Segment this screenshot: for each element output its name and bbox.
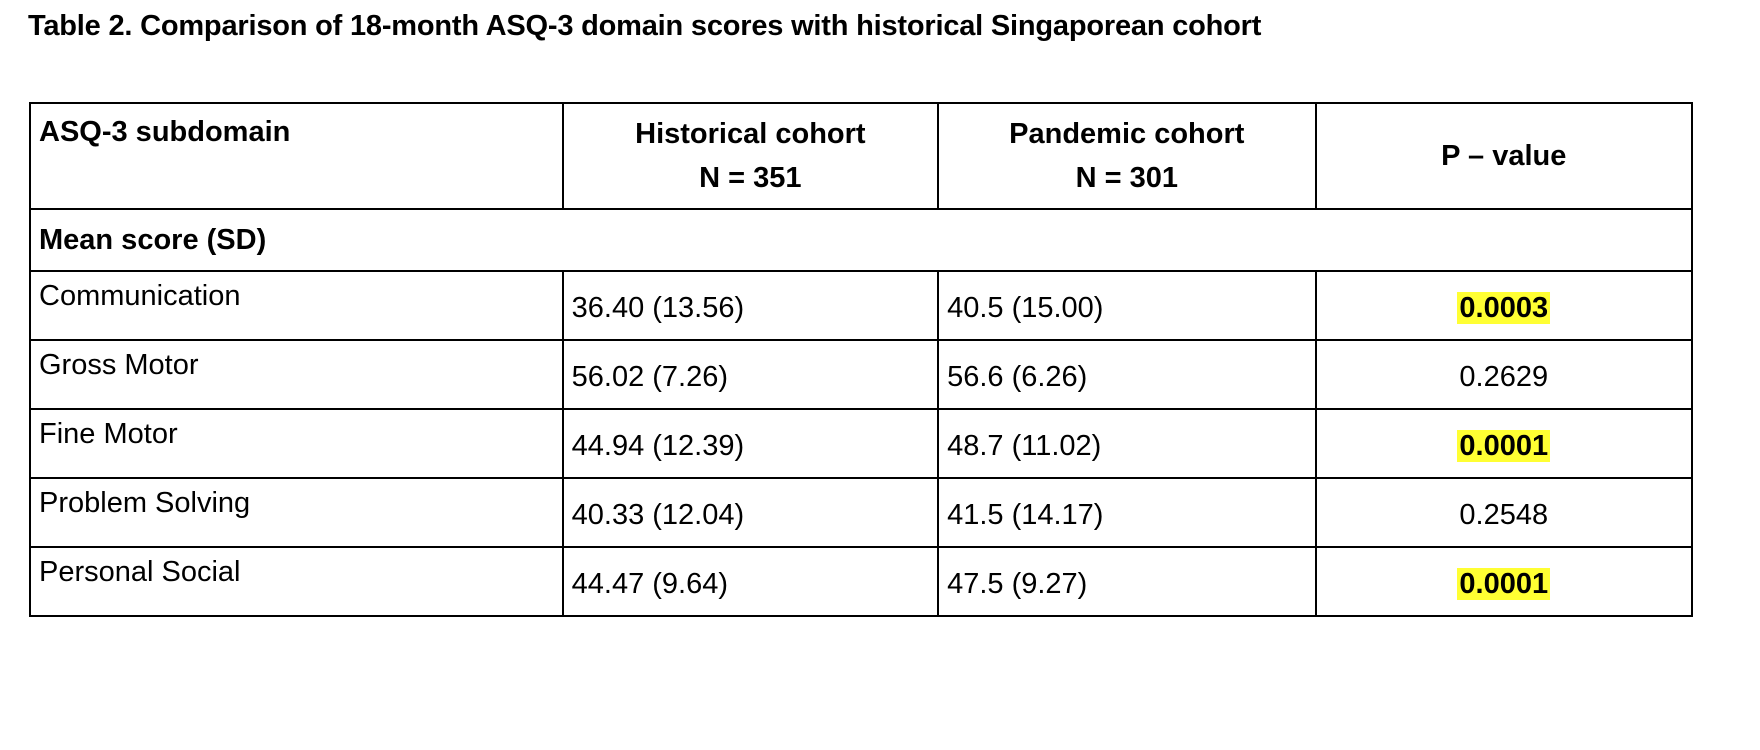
cell-p-value <box>1316 409 1692 478</box>
table-row <box>30 340 1692 409</box>
header-subdomain: ASQ-3 subdomain <box>30 103 563 209</box>
section-label-mean-score: Mean score (SD) <box>30 209 1692 271</box>
p-value-highlighted: 0.0003 <box>1459 292 1549 324</box>
cell-subdomain: Fine Motor <box>30 409 563 478</box>
header-historical-n: N = 351 <box>699 162 802 194</box>
section-row <box>30 209 1692 271</box>
table-row <box>30 271 1692 340</box>
cell-subdomain: Problem Solving <box>30 478 563 547</box>
table-row <box>30 478 1692 547</box>
cell-pandemic: 56.6 (6.26) <box>938 340 1315 409</box>
cell-p-value <box>1316 340 1692 409</box>
header-p-value: P – value <box>1316 103 1692 209</box>
cell-subdomain: Gross Motor <box>30 340 563 409</box>
p-value: 0.2548 <box>1459 499 1549 531</box>
header-pandemic-label: Pandemic cohort <box>1009 118 1245 150</box>
cell-historical: 36.40 (13.56) <box>563 271 938 340</box>
table-caption: Table 2. Comparison of 18-month ASQ-3 domain scores with historical Singaporean cohort <box>28 10 1262 42</box>
comparison-table <box>29 102 1693 617</box>
cell-pandemic: 41.5 (14.17) <box>938 478 1315 547</box>
header-historical-label: Historical cohort <box>635 118 866 150</box>
header-historical-cohort <box>563 103 938 209</box>
table-row <box>30 409 1692 478</box>
cell-subdomain: Communication <box>30 271 563 340</box>
table-body <box>30 271 1692 616</box>
cell-p-value <box>1316 478 1692 547</box>
table-header-row <box>30 103 1692 209</box>
cell-pandemic: 47.5 (9.27) <box>938 547 1315 616</box>
cell-p-value <box>1316 271 1692 340</box>
cell-pandemic: 48.7 (11.02) <box>938 409 1315 478</box>
p-value: 0.2629 <box>1459 361 1549 393</box>
cell-pandemic: 40.5 (15.00) <box>938 271 1315 340</box>
cell-subdomain: Personal Social <box>30 547 563 616</box>
cell-historical: 56.02 (7.26) <box>563 340 938 409</box>
p-value-highlighted: 0.0001 <box>1459 568 1549 600</box>
p-value-highlighted: 0.0001 <box>1459 430 1549 462</box>
cell-historical: 44.94 (12.39) <box>563 409 938 478</box>
cell-p-value <box>1316 547 1692 616</box>
header-pandemic-n: N = 301 <box>1075 162 1178 194</box>
table-row <box>30 547 1692 616</box>
header-pandemic-cohort <box>938 103 1315 209</box>
cell-historical: 40.33 (12.04) <box>563 478 938 547</box>
cell-historical: 44.47 (9.64) <box>563 547 938 616</box>
